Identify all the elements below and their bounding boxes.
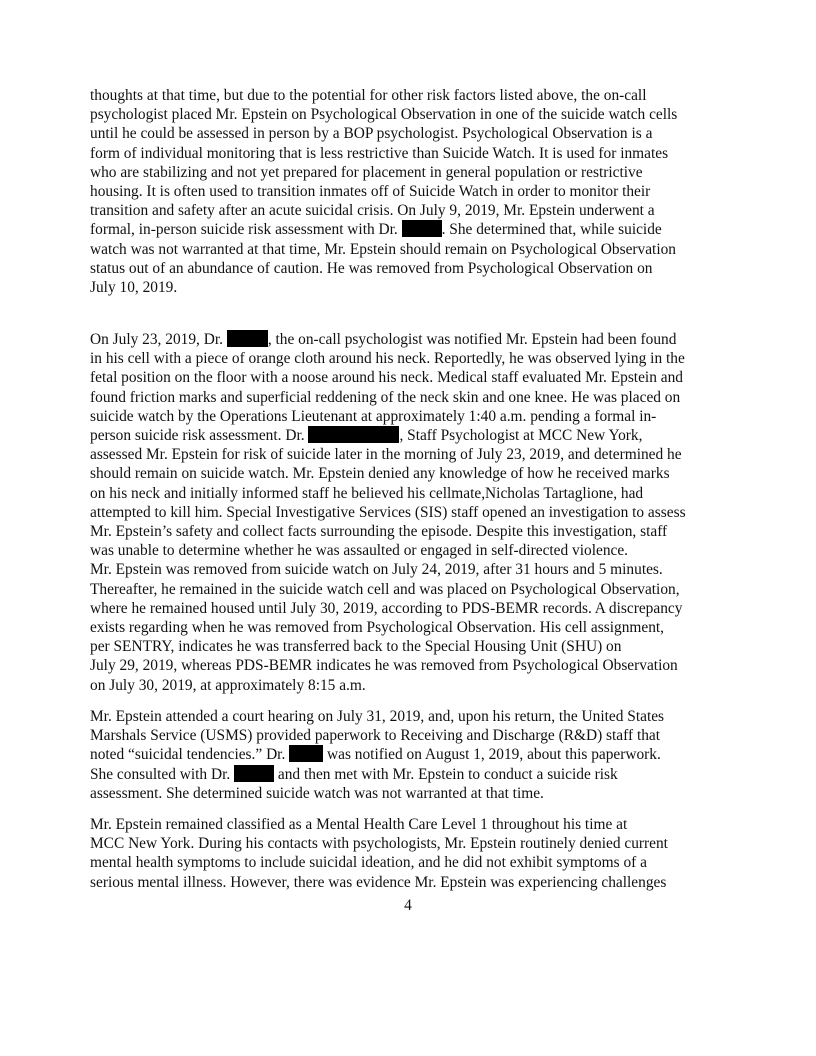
text-line: serious mental illness. However, there was evidence Mr. Epstein was experiencing challenges [90,873,667,891]
text-line: assessed Mr. Epstein for risk of suicide later in the morning of July 23, 2019, and determined he [90,446,682,464]
page-number: 4 [404,897,412,914]
redaction-box [402,220,442,237]
text-line [90,765,730,784]
text-line: status out of an abundance of caution. He was removed from Psychological Observation on [90,259,653,277]
text-line: transition and safety after an acute suicidal crisis. On July 9, 2019, Mr. Epstein underwent a [90,202,655,220]
text-segment: was notified on August 1, 2019, about this paperwork. [323,746,661,764]
text-line [90,330,730,349]
text-segment: . She determined that, while suicide [441,221,662,239]
paragraph-1 [90,86,730,297]
text-line: Mr. Epstein remained classified as a Mental Health Care Level 1 throughout his time at [90,816,628,833]
text-line: fetal position on the floor with a noose around his neck. Medical staff evaluated Mr. Epstein and [90,369,683,387]
text-line: suicide watch by the Operations Lieutenant at approximately 1:40 a.m. pending a formal in- [90,407,657,425]
text-segment: formal, in-person suicide risk assessment with Dr. [90,221,402,239]
text-line: psychologist placed Mr. Epstein on Psychological Observation in one of the suicide watch cells [90,106,678,124]
text-segment: , the on-call psychologist was notified Mr. Epstein had been found [267,331,677,348]
text-line: who are stabilizing and not yet prepared for placement in general population or restrictive [90,163,643,181]
text-line: until he could be assessed in person by a BOP psychologist. Psychological Observation is a [90,125,653,143]
text-line: Mr. Epstein’s safety and collect facts surrounding the episode. Despite this investigation, staff [90,523,668,541]
text-segment: , Staff Psychologist at MCC New York, [399,427,643,445]
text-line: housing. It is often used to transition inmates off of Suicide Watch in order to monitor their [90,183,651,201]
paragraph-3 [90,707,730,803]
text-line: MCC New York. During his contacts with psychologists, Mr. Epstein routinely denied current [90,835,668,853]
text-line: thoughts at that time, but due to the potential for other risk factors listed above, the on-call [90,87,647,104]
paragraph-4 [90,815,730,892]
text-line: Mr. Epstein was removed from suicide watch on July 24, 2019, after 31 hours and 5 minutes. [90,561,663,579]
text-line: exists regarding when he was removed from Psychological Observation. His cell assignment, [90,619,665,637]
text-line: found friction marks and superficial reddening of the neck skin and one knee. He was placed on [90,388,681,406]
text-line: on July 30, 2019, at approximately 8:15 a.m. [90,676,366,694]
text-line: where he remained housed until July 30, 2019, according to PDS-BEMR records. A discrepancy [90,599,683,617]
text-line: should remain on suicide watch. Mr. Epstein denied any knowledge of how he received marks [90,465,670,483]
text-line: on his neck and initially informed staff he believed his cellmate,Nicholas Tartaglione, had [90,484,644,502]
text-line: Marshals Service (USMS) provided paperwork to Receiving and Discharge (R&D) staff that [90,727,661,745]
text-segment: On July 23, 2019, Dr. [90,331,227,348]
text-line: form of individual monitoring that is less restrictive than Suicide Watch. It is used for inmates [90,144,669,162]
redaction-box [289,745,323,762]
text-line: assessment. She determined suicide watch was not warranted at that time. [90,784,544,802]
paragraph-2 [90,330,730,695]
text-segment: and then met with Mr. Epstein to conduct a suicide risk [274,765,618,783]
text-line: Mr. Epstein attended a court hearing on July 31, 2019, and, upon his return, the United States [90,708,665,725]
text-line: watch was not warranted at that time, Mr. Epstein should remain on Psychological Observation [90,240,676,258]
text-segment: person suicide risk assessment. Dr. [90,427,309,445]
text-line [90,220,730,239]
text-line [90,426,730,445]
text-segment: noted “suicidal tendencies.” Dr. [90,746,290,764]
text-line: per SENTRY, indicates he was transferred back to the Special Housing Unit (SHU) on [90,638,622,656]
redaction-box [227,330,268,347]
text-line: attempted to kill him. Special Investigative Services (SIS) staff opened an investigation to assess [90,503,686,521]
text-line: Thereafter, he remained in the suicide watch cell and was placed on Psychological Observation, [90,580,680,598]
text-segment: She consulted with Dr. [90,765,235,783]
text-line [90,745,730,764]
text-line: was unable to determine whether he was assaulted or engaged in self-directed violence. [90,542,629,560]
text-line: July 10, 2019. [90,279,178,297]
text-line: mental health symptoms to include suicidal ideation, and he did not exhibit symptoms of a [90,854,647,872]
text-line: July 29, 2019, whereas PDS-BEMR indicates he was removed from Psychological Observation [90,657,678,675]
redaction-box [308,426,399,443]
text-line: in his cell with a piece of orange cloth around his neck. Reportedly, he was observed lying in the [90,350,685,368]
redaction-box [234,765,274,782]
